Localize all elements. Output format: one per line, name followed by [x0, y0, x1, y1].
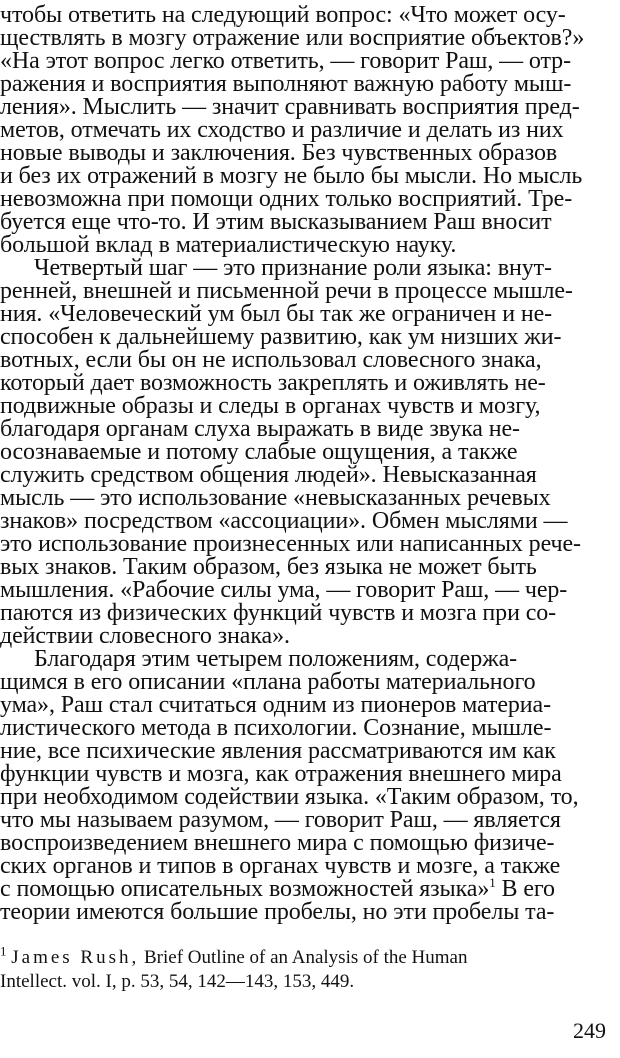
text-line: ления». Мыслить — значит сравнивать восприятия пред-	[0, 94, 580, 120]
text-line: паются из физических функций чувств и мозга при со-	[0, 600, 557, 626]
text-line: ществлять в мозгу отражение или восприятие объектов?»	[0, 25, 585, 51]
text-line: ние, все психические явления рассматриваются им как	[0, 738, 556, 764]
text-line: ских органов и типов в органах чувств и мозге, а также	[0, 853, 561, 879]
text-line: это использование произнесенных или написанных рече-	[0, 531, 581, 557]
text-line: функции чувств и мозга, как отражения внешнего мира	[0, 761, 562, 787]
text-line: вотных, если бы он не использовал словесного знака,	[0, 347, 542, 373]
text-line: знаков» посредством «ассоциации». Обмен мыслями —	[0, 508, 568, 534]
text-line: буется еще что-то. И этим высказыванием Раш вносит	[0, 209, 552, 235]
footnote-reference: 1	[489, 875, 496, 890]
text-line: способен к дальнейшему развитию, как ум низших жи-	[0, 324, 562, 350]
text-line: воспроизведением внешнего мира с помощью физиче-	[0, 830, 555, 856]
text-line: и без их отражений в мозгу не было бы мысли. Но мысль	[0, 163, 583, 189]
text-line: мысль — это использование «невысказанных речевых	[0, 485, 551, 511]
text-line-head: с помощью описательных возможностей языка»	[0, 876, 490, 902]
text-line: подвижные образы и следы в органах чувств и мозгу,	[0, 393, 541, 419]
footnote-marker: 1	[0, 943, 7, 959]
text-line: «На этот вопрос легко ответить, — говорит Раш, — отр-	[0, 48, 571, 74]
footnote-author: James Rush,	[11, 947, 140, 968]
footnote-continuation: Intellect. vol. I, p. 53, 54, 142—143, 153, 449.	[0, 971, 355, 992]
text-line: вых знаков. Таким образом, без языка не может быть	[0, 554, 537, 580]
text-line: действии словесного знака».	[0, 623, 290, 649]
text-line: ума», Раш стал считаться одним из пионеров материа-	[0, 692, 551, 718]
text-line: мышления. «Рабочие силы ума, — говорит Раш, — чер-	[0, 577, 568, 603]
text-line: ния. «Человеческий ум был бы так же ограничен и не-	[0, 301, 553, 327]
page-number: 249	[573, 1018, 606, 1043]
text-line: листического метода в психологии. Сознание, мышле-	[0, 715, 552, 741]
text-line: благодаря органам слуха выражать в виде звука не-	[0, 416, 520, 442]
text-line: служить средством общения людей». Невысказанная	[0, 462, 537, 488]
footnote	[0, 945, 620, 971]
text-line: большой вклад в материалистическую науку.	[0, 232, 457, 258]
text-line: что мы называем разумом, — говорит Раш, — является	[0, 807, 561, 833]
footnote-title: Brief Outline of an Analysis of the Human	[139, 947, 468, 968]
text-line: невозможна при помощи одних только восприятий. Тре-	[0, 186, 573, 212]
text-line: при необходимом содействии языка. «Таким образом, то,	[0, 784, 579, 810]
paragraph-first-line: Четвертый шаг — это признание роли языка: внут-	[34, 255, 552, 281]
text-line: ражения и восприятия выполняют важную работу мыш-	[0, 71, 572, 97]
text-line: щимся в его описании «плана работы материального	[0, 669, 536, 695]
text-line-tail: В его	[495, 876, 555, 902]
text-line: теории имеются большие пробелы, но эти пробелы та-	[0, 899, 555, 925]
paragraph-first-line: Благодаря этим четырем положениям, содержа-	[34, 646, 518, 672]
text-line: который дает возможность закреплять и оживлять не-	[0, 370, 546, 396]
text-line: чтобы ответить на следующий вопрос: «Что может осу-	[0, 2, 566, 28]
text-line: ренней, внешней и письменной речи в процессе мышле-	[0, 278, 573, 304]
text-line: новые выводы и заключения. Без чувственных образов	[0, 140, 558, 166]
text-line: осознаваемые и потому слабые ощущения, а также	[0, 439, 518, 465]
text-line: метов, отмечать их сходство и различие и делать из них	[0, 117, 564, 143]
